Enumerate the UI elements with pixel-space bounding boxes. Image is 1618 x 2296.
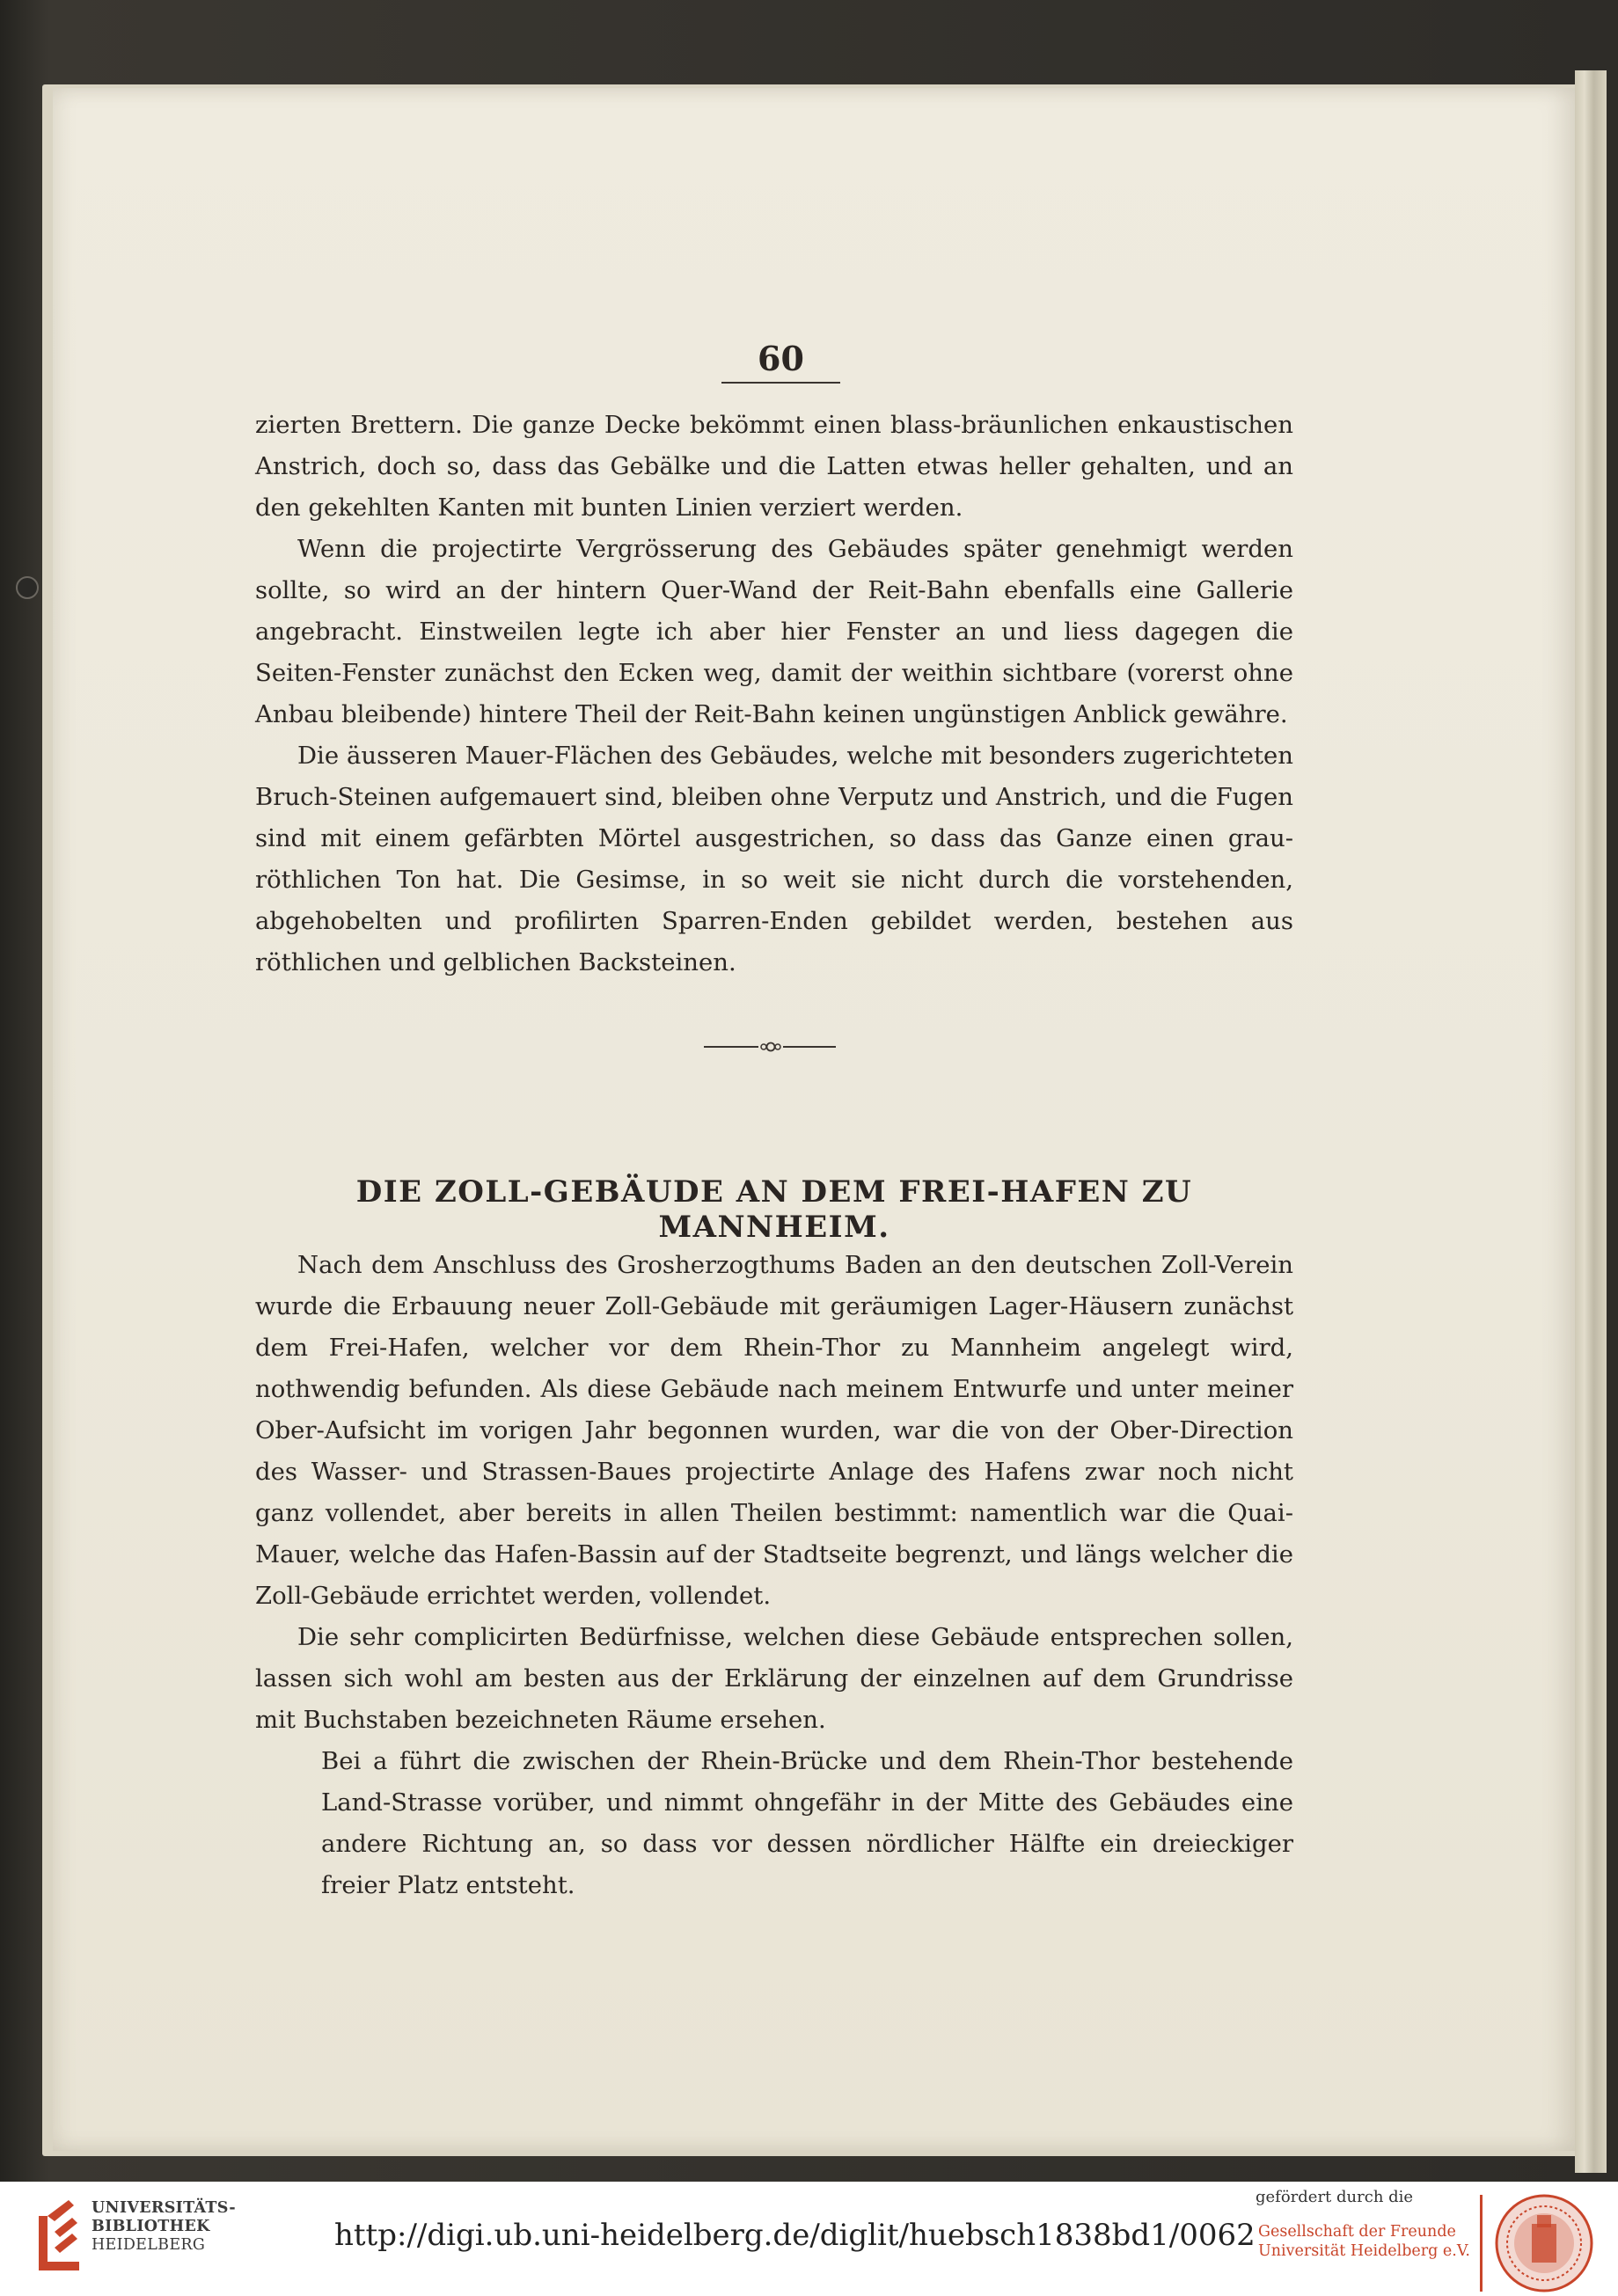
paragraph: Nach dem Anschluss des Grosherzogthums Baden an den deutschen Zoll-Verein wurde die Erbauung neuer Zoll-Gebäude mit geräumigen Lager-Häusern zunächst dem Frei-Hafen, welcher vor dem Rhein-Thor zu Mannheim angelegt wird, nothwendig befunden. Als diese Gebäude nach meinem Entwurfe und unter meiner Ober-Aufsicht im vorigen Jahr begonnen wurden, war die von der Ober-Direction des Wasser- und Strassen-Baues projectirte Anlage des Hafens zwar noch nicht ganz vollendet, aber bereits in allen Theilen bestimmt: namentlich war die Quai-Mauer, welche das Hafen-Bassin auf der Stadtseite begrenzt, und längs welcher die Zoll-Gebäude errichtet werden, vollendet.	[255, 1251, 1293, 1610]
ornament-ring	[761, 1044, 766, 1049]
paragraph: Die äusseren Mauer-Flächen des Gebäudes, welche mit besonders zugerichteten Bruch-Steinen aufgemauert sind, bleiben ohne Verputz und Anstrich, und die Fugen sind mit einem gefärbten Mörtel ausgestrichen, so dass das Ganze einen grau-röthlichen Ton hat. Die Gesimse, in so weit sie nicht durch die vorstehenden, abgehobelten und profilirten Sparren-Enden gebildet werden, bestehen aus röthlichen und gelblichen Backsteinen.	[255, 742, 1293, 976]
sponsor-label: gefördert durch die	[1256, 2188, 1414, 2206]
section-heading: DIE ZOLL-GEBÄUDE AN DEM FREI-HAFEN ZU MANNHEIM.	[355, 1174, 1193, 1245]
library-name	[92, 2199, 236, 2255]
library-logo-icon	[33, 2197, 84, 2276]
book-edge-leaves	[1575, 70, 1607, 2173]
library-line: UNIVERSITÄTS-	[92, 2199, 236, 2217]
paragraph-item-a: Bei a führt die zwischen der Rhein-Brücke und dem Rhein-Thor bestehende Land-Strasse vorüber, und nimmt ohngefähr in der Mitte des Gebäudes eine andere Richtung an, so dass vor dessen nördlicher Hälfte ein dreieckiger freier Platz entsteht.	[321, 1747, 1293, 1899]
page-number: 60	[721, 339, 840, 384]
footer-divider	[1480, 2195, 1483, 2292]
top-text-block	[255, 405, 1293, 983]
binding-hole	[16, 576, 39, 599]
ornament-ring	[767, 1043, 775, 1051]
paragraph: Wenn die projectirte Vergrösserung des Gebäudes später genehmigt werden sollte, so wird an der hintern Quer-Wand der Reit-Bahn ebenfalls eine Gallerie angebracht. Einstweilen legte ich aber hier Fenster an und liess dagegen die Seiten-Fenster zunächst den Ecken weg, damit der weithin sichtbare (vorerst ohne Anbau bleibende) hintere Theil der Reit-Bahn keinen ungünstigen Anblick gewähre.	[255, 535, 1293, 728]
ornament-divider	[704, 1038, 836, 1056]
sponsor-name	[1258, 2222, 1470, 2261]
ornament-ring	[775, 1044, 780, 1049]
sponsor-line: Universität Heidelberg e.V.	[1258, 2242, 1470, 2260]
library-line: BIBLIOTHEK	[92, 2218, 210, 2235]
sponsor-line: Gesellschaft der Freunde	[1258, 2223, 1456, 2241]
library-line: HEIDELBERG	[92, 2236, 206, 2254]
university-seal-icon	[1493, 2192, 1595, 2294]
paragraph: Die sehr complicirten Bedürfnisse, welchen diese Gebäude entsprechen sollen, lassen sich wohl am besten aus der Erklärung der einzelnen auf dem Grundrisse mit Buchstaben bezeichneten Räume ersehen.	[255, 1623, 1293, 1734]
paragraph-continued: zierten Brettern. Die ganze Decke bekömmt einen blass-bräunlichen enkaustischen Anstrich, doch so, dass das Gebälke und die Latten etwas heller gehalten, und an den gekehlten Kanten mit bunten Linien verziert werden.	[255, 411, 1293, 522]
permalink-url[interactable]: http://digi.ub.uni-heidelberg.de/diglit/huebsch1838bd1/0062	[334, 2218, 1256, 2253]
bottom-text-block	[255, 1245, 1293, 1906]
